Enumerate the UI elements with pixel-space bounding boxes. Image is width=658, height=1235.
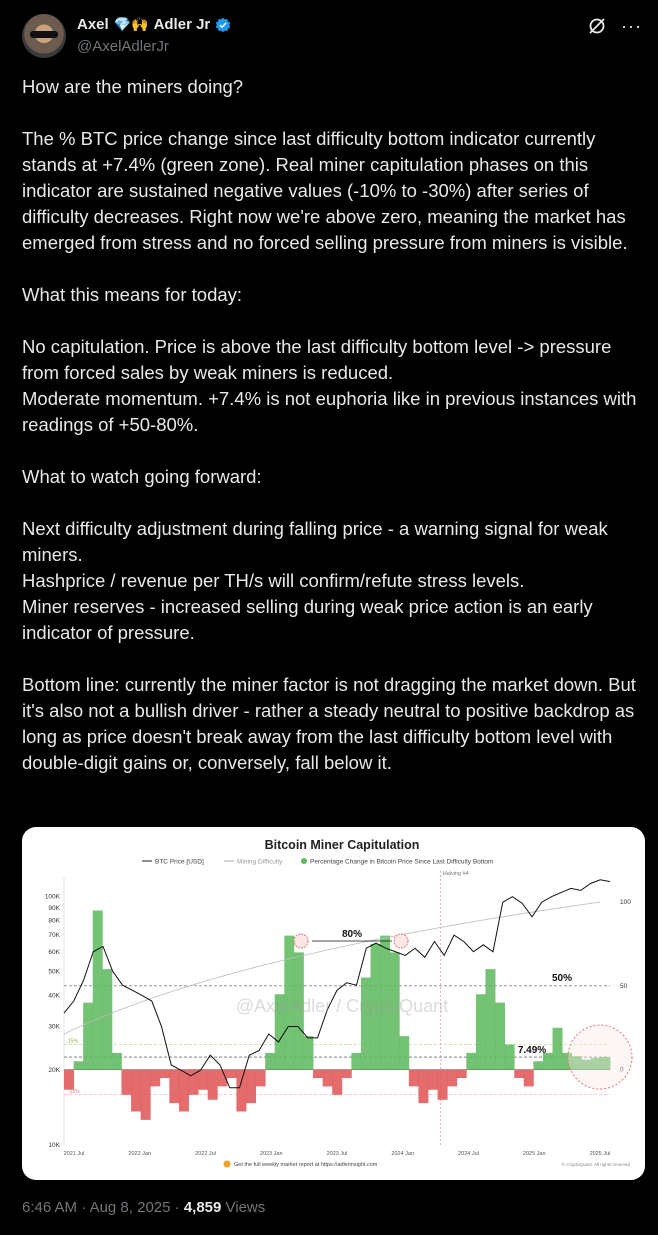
author-name[interactable]	[77, 16, 231, 33]
left-tick-label: 80K	[48, 917, 60, 925]
plot-area	[45, 871, 632, 1168]
pct-bar-negative	[342, 1070, 352, 1078]
pct-bar-positive	[466, 1053, 476, 1070]
pct-bar-negative	[208, 1070, 218, 1100]
pct-bar-positive	[495, 1003, 505, 1070]
x-tick-label: 2025 Jul	[589, 1151, 611, 1157]
peak-marker	[394, 934, 408, 948]
footer-note: Get the full weekly market report at https://adlerinsight.com	[234, 1162, 378, 1168]
left-tick-label: 20K	[48, 1067, 60, 1075]
author-name-part1[interactable]: Axel	[77, 16, 109, 33]
grok-icon[interactable]	[587, 16, 607, 36]
legend-difficulty: Mining Difficulty	[237, 858, 283, 866]
pct-bar-positive	[112, 1053, 122, 1070]
annotation-minus-15: -15%	[68, 1088, 80, 1095]
x-tick-label: 2022 Jul	[195, 1151, 216, 1157]
left-tick-label: 50K	[48, 968, 60, 976]
x-tick-label: 2024 Jan	[391, 1151, 415, 1157]
x-tick-label: 2021 Jul	[63, 1151, 85, 1157]
pct-bar-negative	[141, 1070, 151, 1120]
pct-bar-positive	[361, 978, 371, 1070]
pct-bar-negative	[438, 1070, 448, 1100]
pct-bar-negative	[447, 1070, 457, 1087]
x-tick-label: 2023 Jan	[259, 1151, 283, 1157]
pct-bar-negative	[524, 1070, 534, 1087]
halving-label: Halving #4	[442, 871, 469, 877]
author-name-emojis: 💎🙌	[113, 16, 149, 32]
watermark: @AxelAdler / CryptoQuant	[235, 996, 449, 1016]
pct-bar-positive	[102, 969, 112, 1070]
pct-bar-negative	[514, 1070, 524, 1078]
x-tick-label: 2025 Jan	[522, 1151, 546, 1157]
pct-bar-positive	[265, 1053, 275, 1070]
pct-bar-positive	[303, 1036, 313, 1070]
legend-pct-swatch	[301, 858, 307, 864]
pct-bar-negative	[189, 1070, 199, 1095]
pct-bar-positive	[553, 1028, 563, 1070]
pct-bar-negative	[198, 1070, 208, 1090]
left-tick-label: 90K	[48, 905, 60, 913]
right-tick-label: 0	[620, 1066, 624, 1074]
views-label: Views	[221, 1199, 266, 1216]
x-tick-label: 2024 Jul	[458, 1151, 479, 1157]
meta-separator: ·	[170, 1199, 184, 1216]
pct-bar-negative	[64, 1070, 74, 1090]
view-count: 4,859	[183, 1199, 222, 1216]
left-tick-label: 30K	[48, 1023, 60, 1031]
pct-bar-negative	[131, 1070, 141, 1112]
meta-separator: ·	[77, 1199, 90, 1216]
tweet-time[interactable]: 6:46 AM	[22, 1199, 78, 1216]
avatar[interactable]	[22, 14, 66, 58]
chart-title: Bitcoin Miner Capitulation	[264, 838, 420, 852]
pct-bar-positive	[74, 1061, 84, 1069]
annotation-50: 50%	[551, 972, 573, 984]
current-highlight-circle	[568, 1025, 632, 1089]
price-line	[64, 880, 610, 1088]
left-tick-label: 60K	[48, 948, 60, 956]
pct-bar-positive	[93, 911, 103, 1070]
more-icon[interactable]: ···	[621, 16, 642, 36]
left-tick-label: 70K	[48, 932, 60, 940]
pct-bar-negative	[332, 1070, 342, 1095]
pct-bar-negative	[457, 1070, 467, 1078]
pct-bar-positive	[83, 1003, 93, 1070]
tweet-actions	[587, 16, 642, 36]
pct-bar-negative	[227, 1070, 237, 1078]
pct-bar-negative	[121, 1070, 131, 1095]
chart-image[interactable]	[22, 827, 645, 1180]
pct-bar-negative	[150, 1070, 160, 1087]
chart-legend	[142, 858, 493, 866]
pct-bar-positive	[485, 969, 495, 1070]
footer-bullet-icon	[224, 1161, 231, 1168]
pct-bar-negative	[256, 1070, 266, 1087]
right-tick-label: 100	[620, 899, 631, 907]
pct-bar-negative	[428, 1070, 438, 1090]
pct-bar-positive	[399, 1036, 409, 1070]
annotation-current: 7.49%	[517, 1045, 547, 1057]
verified-badge-icon	[215, 17, 231, 33]
miner-capitulation-chart	[22, 827, 645, 1180]
author-handle[interactable]: @AxelAdlerJr	[77, 38, 169, 55]
left-tick-label: 10K	[48, 1142, 60, 1149]
copyright: © CryptoQuant. All rights reserved	[561, 1162, 630, 1167]
pct-bar-positive	[351, 1053, 361, 1070]
legend-pct: Percentage Change in Bitcoin Price Since Last Difficulty Bottom	[310, 858, 494, 866]
annotation-15: 15%	[68, 1038, 79, 1045]
right-tick-label: 50	[620, 982, 628, 990]
annotation-80: 80%	[341, 929, 363, 940]
author-name-part2[interactable]: Adler Jr	[153, 16, 211, 33]
tweet-meta	[22, 1199, 265, 1216]
left-tick-label: 100K	[44, 893, 60, 901]
tweet-date[interactable]: Aug 8, 2025	[89, 1199, 171, 1216]
x-tick-label: 2023 Jul	[326, 1151, 348, 1157]
tweet-body: How are the miners doing? The % BTC price change since last difficulty bottom indicator currently stands at +7.4% (green zone). Real miner capitulation phases on this indicator are sustained negative values (-10% to -30%) after series of difficulty decreases. Right now we're above zero, meaning the market has emerged from stress and no forced selling pressure from miners is visible. What this means for today: No capitulation. Price is above the last difficulty bottom level -> pressure from forced sales by weak miners is reduced. Moderate momentum. +7.4% is not euphoria like in previous instances with readings of +50-80%. What to watch going forward: Next difficulty adjustment during falling price - a warning signal for weak miners. Hashprice / revenue per TH/s will confirm/refute stress levels. Miner reserves - increased selling during weak price action is an early indicator of pressure. Bottom line: currently the miner factor is not dragging the market down. But it's also not a bullish driver - rather a steady neutral to positive backdrop as long as price doesn't break away from the last difficulty bottom level with double-digit gains or, conversely, fall below it.	[22, 76, 637, 773]
peak-marker	[294, 934, 308, 948]
legend-price: BTC Price [USD]	[155, 858, 204, 866]
pct-bar-negative	[313, 1070, 323, 1078]
pct-bar-positive	[505, 1045, 515, 1070]
pct-bar-negative	[418, 1070, 428, 1104]
pct-bar-negative	[409, 1070, 419, 1087]
pct-bar-negative	[236, 1070, 246, 1112]
pct-bar-negative	[160, 1070, 170, 1078]
pct-bar-positive	[533, 1061, 543, 1069]
pct-bar-negative	[323, 1070, 333, 1087]
pct-bar-negative	[246, 1070, 256, 1104]
x-tick-label: 2022 Jan	[128, 1151, 152, 1157]
avatar-glasses	[30, 31, 58, 38]
pct-bar-negative	[169, 1070, 179, 1104]
pct-bar-positive	[476, 994, 486, 1069]
left-tick-label: 40K	[48, 992, 60, 1000]
pct-bar-negative	[179, 1070, 189, 1112]
tweet-header	[22, 14, 642, 58]
